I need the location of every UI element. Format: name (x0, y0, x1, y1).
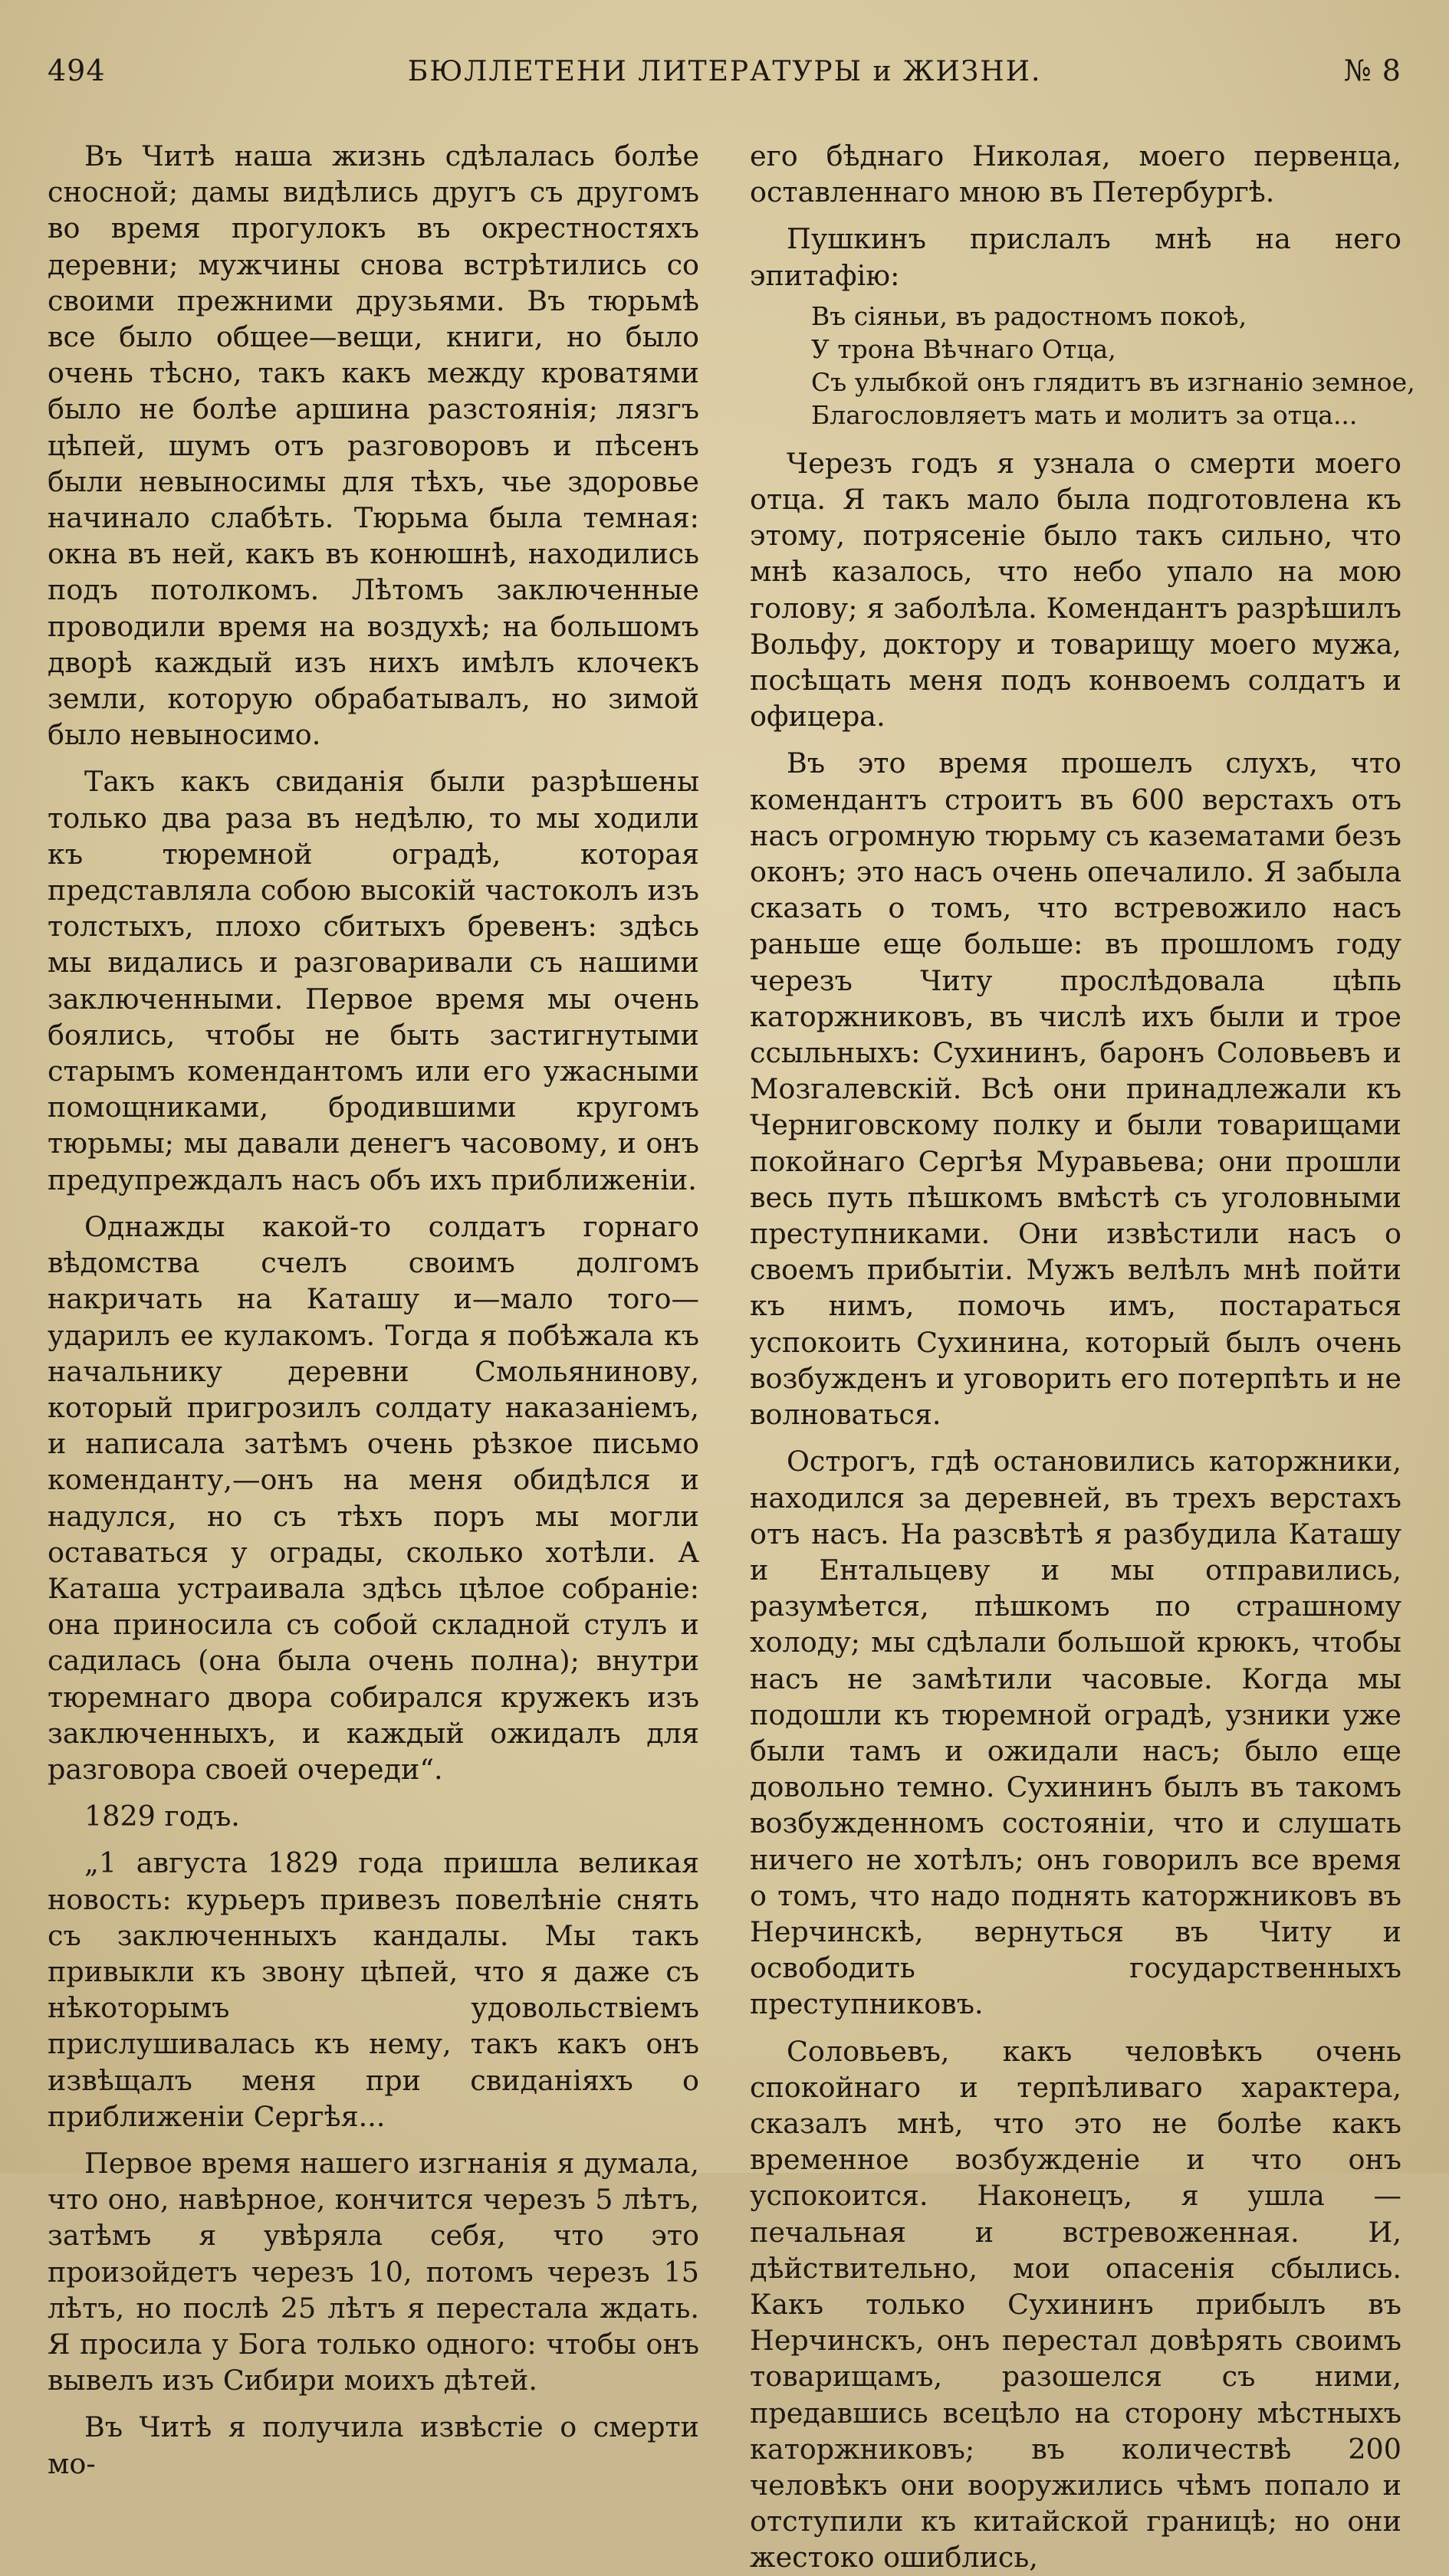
paragraph: Пушкинъ прислалъ мнѣ на него эпитафію: (750, 222, 1401, 292)
poem-line: Въ сіяньи, въ радостномъ покоѣ, (811, 300, 1247, 331)
poem-line: Съ улыбкой онъ глядитъ въ изгнаніо земное, (811, 366, 1415, 397)
page-number: 494 (48, 54, 106, 87)
paragraph: Однажды какой-то солдатъ горнаго вѣдомства счелъ своимъ долгомъ накричать на Каташу и—мало того—ударилъ ее кулакомъ. Тогда я побѣжала къ начальнику деревни Смольянинову, который пригрозилъ солдату наказаніемъ, и написала затѣмъ очень рѣзкое письмо коменданту,—онъ на меня обидѣлся и надулся, но съ тѣхъ поръ мы могли оставаться у ограды, сколько хотѣли. А Каташа устраивала здѣсь цѣлое собраніе: она приносила съ собой складной стулъ и садилась (она была очень полна); внутри тюремнаго двора собирался кружекъ изъ заключенныхъ, и каждый ожидалъ для разговора своей очереди“. (48, 1209, 699, 1786)
paragraph: „1 августа 1829 года пришла великая новость: курьеръ привезъ повелѣніе снять съ заключенныхъ кандалы. Мы такъ привыкли къ звону цѣпей, что я даже съ нѣкоторымъ удовольствіемъ прислушивалась къ нему, такъ какъ онъ извѣщалъ меня при свиданіяхъ о приближеніи Сергѣя... (48, 1846, 699, 2133)
right-column (750, 138, 1415, 2576)
paragraph: Въ Читѣ я получила извѣстіе о смерти мо- (48, 2410, 699, 2480)
paragraph: Острогъ, гдѣ остановились каторжники, находился за деревней, въ трехъ верстахъ отъ насъ. На разсвѣтѣ я разбудила Каташу и Ентальцеву и мы отправились, разумѣется, пѣшкомъ по страшному холоду; мы сдѣлали большой крюкъ, чтобы насъ не замѣтили часовые. Когда мы подошли къ тюремной оградѣ, узники уже были тамъ и ожидали насъ; было еще довольно темно. Сухининъ былъ въ такомъ возбужденномъ состояніи, что и слушать ничего не хотѣлъ; онъ говорилъ все время о томъ, что надо поднять каторжниковъ въ Нерчинскѣ, вернуться въ Читу и освободить государственныхъ преступниковъ. (750, 1445, 1401, 2021)
journal-title: БЮЛЛЕТЕНИ ЛИТЕРАТУРЫ и ЖИЗНИ. (407, 56, 1042, 87)
paragraph: Соловьевъ, какъ человѣкъ очень спокойнаго и терпѣливаго характера, сказалъ мнѣ, что это не болѣе какъ временное возбужденіе и что онъ успокоится. Наконецъ, я ушла — печальная и встревоженная. И, дѣйствительно, мои опасенія сбылись. Какъ только Сухининъ прибылъ въ Нерчинскъ, онъ перестал довѣрять своимъ товарищамъ, разошелся съ ними, предавшись всецѣло на сторону мѣстныхъ каторжниковъ; въ количествѣ 200 человѣкъ они вооружились чѣмъ попало и отступили къ китайской границѣ; но они жестоко ошиблись, (750, 2034, 1401, 2574)
text-columns (48, 138, 1415, 2576)
page-header (48, 54, 1401, 107)
paragraph: Въ Читѣ наша жизнь сдѣлалась болѣе сносной; дамы видѣлись другъ съ другомъ во время прогулокъ въ окрестностяхъ деревни; мужчины снова встрѣтились со своими прежними друзьями. Въ тюрьмѣ все было общее—вещи, книги, но было очень тѣсно, такъ какъ между кроватями было не болѣе аршина разстоянія; лязгъ цѣпей, шумъ отъ разговоровъ и пѣсенъ были невыносимы для тѣхъ, чье здоровье начинало слабѣть. Тюрьма была темная: окна въ ней, какъ въ конюшнѣ, находились подъ потолкомъ. Лѣтомъ заключенные проводили время на воздухѣ; на большомъ дворѣ каждый изъ нихъ имѣлъ клочекъ земли, которую обрабатывалъ, но зимой было невыносимо. (48, 139, 699, 752)
paragraph: Первое время нашего изгнанія я думала, что оно, навѣрное, кончится черезъ 5 лѣтъ, затѣмъ я увѣряла себя, что это произойдетъ черезъ 10, потомъ черезъ 15 лѣтъ, но послѣ 25 лѣтъ я перестала ждать. Я просила у Бога только одного: чтобы онъ вывелъ изъ Сибири моихъ дѣтей. (48, 2146, 699, 2397)
issue-number: № 8 (1343, 54, 1401, 87)
paragraph: Такъ какъ свиданія были разрѣшены только два раза въ недѣлю, то мы ходили къ тюремной оградѣ, которая представляла собою высокій частоколъ изъ толстыхъ, плохо сбитыхъ бревенъ: здѣсь мы видались и разговаривали съ нашими заключенными. Первое время мы очень боялись, чтобы не быть застигнутыми старымъ комендантомъ или его ужасными помощниками, бродившими кругомъ тюрьмы; мы давали денегъ часовому, и онъ предупреждалъ насъ объ ихъ приближеніи. (48, 765, 699, 1196)
poem-line: Благословляетъ мать и молитъ за отца... (811, 399, 1358, 430)
epitaph-poem (811, 300, 1415, 432)
paragraph: Черезъ годъ я узнала о смерти моего отца. Я такъ мало была подготовлена къ этому, потрясеніе было такъ сильно, что мнѣ казалось, что небо упало на мою голову; я заболѣла. Комендантъ разрѣшилъ Вольфу, доктору и товарищу моего мужа, посѣщать меня подъ конвоемъ солдатъ и офицера. (750, 446, 1401, 733)
poem-line: У трона Вѣчнаго Отца, (811, 333, 1116, 364)
left-column (48, 138, 699, 2576)
section-year: 1829 годъ. (84, 1800, 240, 1833)
paragraph: Въ это время прошелъ слухъ, что комендантъ строитъ въ 600 верстахъ отъ насъ огромную тюрьму съ казематами безъ оконъ; это насъ очень опечалило. Я забыла сказать о томъ, что встревожило насъ раньше еще больше: въ прошломъ году черезъ Читу прослѣдовала цѣпь каторжниковъ, въ числѣ ихъ были и трое ссыльныхъ: Сухининъ, баронъ Соловьевъ и Мозгалевскій. Всѣ они принадлежали къ Черниговскому полку и были товарищами покойнаго Сергѣя Муравьева; они прошли весь путь пѣшкомъ вмѣстѣ съ уголовными преступниками. Они извѣстили насъ о своемъ прибытіи. Мужъ велѣлъ мнѣ пойти къ нимъ, помочь имъ, постараться успокоить Сухинина, который былъ очень возбужденъ и уговорить его потерпѣть и не волноваться. (750, 747, 1401, 1432)
paragraph: его бѣднаго Николая, моего первенца, оставленнаго мною въ Петербургѣ. (750, 139, 1401, 209)
